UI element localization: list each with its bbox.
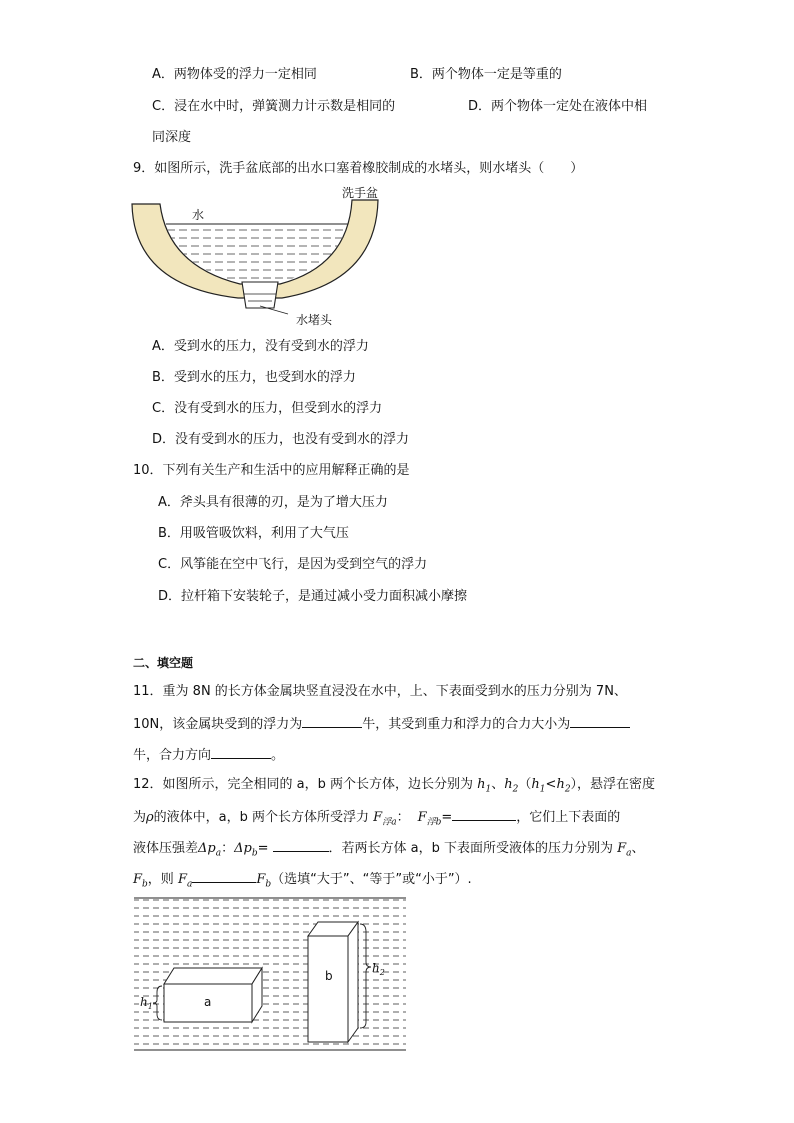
q12-paren-open: （ [518, 777, 532, 792]
q12-Fb-2-sub: b [265, 879, 272, 890]
block-b [308, 922, 358, 1042]
q12-Fa-sub: a [626, 848, 632, 859]
h2-label: $h_2$ [372, 961, 385, 977]
q12-F-b: F [417, 810, 427, 825]
q12-h2-b-sub: 2 [564, 784, 571, 795]
q11-text-3a: 牛，合力方向 [133, 748, 212, 763]
q8-option-d: D．两个物体一定处在液体中相 [468, 99, 648, 114]
q12-colon-1: ： [396, 810, 410, 825]
q9-stem: 9．如图所示，洗手盆底部的出水口塞着橡胶制成的水堵头，则水堵头（ ） [133, 161, 584, 176]
q12-text-3b: ．若两长方体 a，b 下表面所受液体的压力分别为 [328, 841, 618, 856]
block-a [164, 968, 262, 1022]
q10-option-a: A．斧头具有很薄的刃，是为了增大压力 [158, 495, 388, 510]
q12-blank-3[interactable] [192, 869, 256, 883]
q12-Fb: F [133, 872, 143, 887]
q9-option-c: C．没有受到水的压力，但受到水的浮力 [152, 401, 383, 416]
q12-h1: h [477, 777, 486, 792]
q10-option-c: C．风筝能在空中飞行，是因为受到空气的浮力 [158, 557, 428, 572]
q11-text-3b: 。 [271, 748, 285, 763]
q12-h2: h [504, 777, 513, 792]
q12-dp-b: Δp [234, 841, 252, 856]
q11-text-2a: 10N，该金属块受到的浮力为 [133, 717, 303, 732]
q8-option-b: B．两个物体一定是等重的 [410, 67, 562, 82]
q12-blank-1[interactable] [452, 807, 516, 821]
q12-text-2c: ，它们上下表面的 [516, 810, 621, 825]
q12-line-4 [133, 869, 472, 894]
q12-rho: ρ [146, 810, 154, 825]
q12-blank-2[interactable] [273, 838, 329, 852]
q12-text-4a: ，则 [147, 872, 178, 887]
q12-eq-2: = [257, 841, 269, 856]
plug-icon [242, 282, 278, 308]
q12-line-2 [133, 807, 620, 832]
q12-sep: 、 [491, 777, 505, 792]
block-b-label: b [325, 969, 333, 983]
q12-sep-2: 、 [631, 841, 645, 856]
q12-line-3 [133, 838, 645, 863]
q8-option-a: A．两物体受的浮力一定相同 [152, 67, 317, 82]
q12-h2-b: h [556, 777, 565, 792]
q11-line-3 [133, 745, 284, 765]
liquid-blocks-figure [132, 896, 408, 1052]
q12-dp-b-sub: b [251, 848, 258, 859]
basin-label: 洗手盆 [342, 186, 379, 200]
q12-text-2a: 为 [133, 810, 147, 825]
q9-option-a: A．受到水的压力，没有受到水的浮力 [152, 339, 369, 354]
q12-colon-2: ： [221, 841, 235, 856]
q11-line-1: 11．重为 8N 的长方体金属块竖直浸没在水中，上、下表面受到水的压力分别为 7N、 [133, 684, 627, 699]
q11-blank-2[interactable] [570, 714, 630, 728]
plug-label: 水堵头 [296, 313, 333, 326]
q12-line-1 [133, 776, 655, 799]
q11-text-2b: 牛，其受到重力和浮力的合力大小为 [362, 717, 571, 732]
q12-Fb-sub: b [142, 879, 148, 890]
q12-F-b-sub: 浮b [426, 817, 442, 828]
block-a-label: a [204, 995, 212, 1009]
q12-h2-sub: 2 [512, 784, 519, 795]
h1-label: $h_1$ [140, 995, 153, 1011]
q12-h1-sub: 1 [485, 784, 492, 795]
q12-h1-b-sub: 1 [539, 784, 546, 795]
q10-stem: 10．下列有关生产和生活中的应用解释正确的是 [133, 463, 410, 478]
q12-eq-1: = [441, 810, 453, 825]
q12-text-2b: 的液体中，a，b 两个长方体所受浮力 [153, 810, 374, 825]
q12-text-1a: 12．如图所示，完全相同的 a，b 两个长方体，边长分别为 [133, 777, 478, 792]
q12-text-4b: （选填“大于”、“等于”或“小于”）. [271, 872, 472, 887]
q12-F-a-sub: 浮a [382, 817, 397, 828]
q11-blank-1[interactable] [302, 714, 362, 728]
water-label: 水 [192, 208, 205, 222]
q12-dp-a: Δp [198, 841, 216, 856]
q8-option-d-continuation: 同深度 [152, 130, 192, 145]
q12-Fa-2: F [177, 872, 187, 887]
q10-option-b: B．用吸管吸饮料，利用了大气压 [158, 526, 349, 541]
q9-option-b: B．受到水的压力，也受到水的浮力 [152, 370, 356, 385]
q10-option-d: D．拉杆箱下安装轮子，是通过减小受力面积减小摩擦 [158, 589, 468, 604]
q12-F-a: F [373, 810, 383, 825]
basin-figure [130, 186, 392, 326]
q12-less-than: < [545, 777, 557, 792]
q12-Fa: F [617, 841, 627, 856]
q12-Fa-2-sub: a [186, 879, 193, 890]
q12-Fb-2: F [256, 872, 266, 887]
q12-h1-b: h [531, 777, 540, 792]
q8-option-c: C．浸在水中时，弹簧测力计示数是相同的 [152, 99, 396, 114]
q12-text-1c: ），悬浮在密度 [570, 777, 656, 792]
q11-blank-3[interactable] [211, 745, 271, 759]
q11-line-2 [133, 714, 630, 734]
q12-text-3a: 液体压强差 [133, 841, 199, 856]
section-title: 二、填空题 [133, 656, 194, 670]
q9-option-d: D．没有受到水的压力，也没有受到水的浮力 [152, 432, 410, 447]
q12-dp-a-sub: a [215, 848, 222, 859]
